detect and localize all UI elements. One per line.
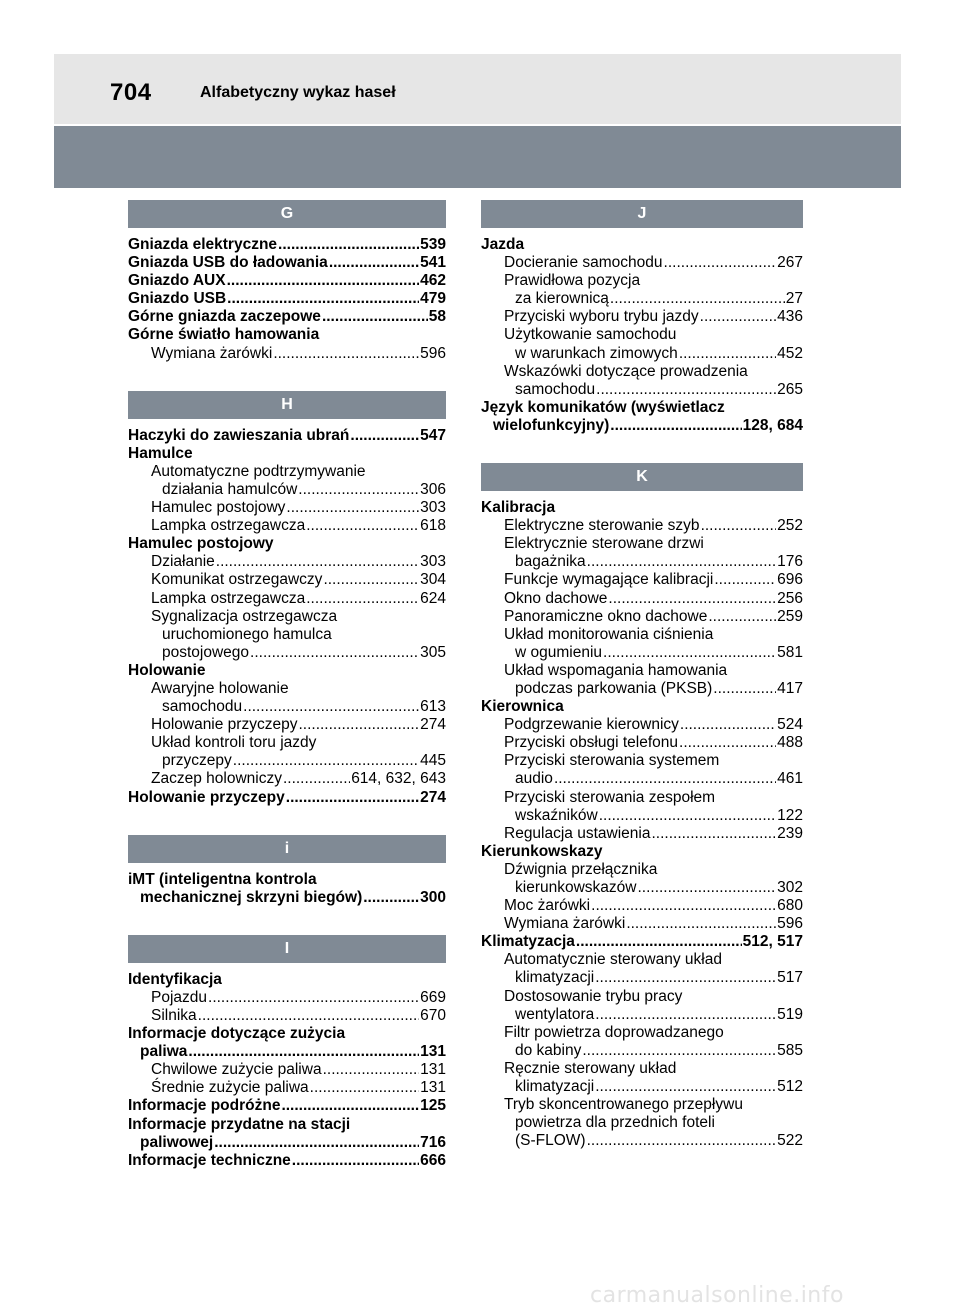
entry-text: Kierownica — [481, 698, 564, 716]
entry-text: Kierunkowskazy — [481, 842, 603, 860]
page-number: 704 — [110, 79, 152, 106]
entry-text: mechanicznej skrzyni biegów) — [140, 888, 363, 906]
entry-text: audio — [515, 770, 553, 788]
entry-text: iMT (inteligentna kontrola — [128, 870, 317, 888]
index-entry — [481, 417, 803, 435]
entry-page: 176 — [777, 553, 803, 571]
entry-page: 131 — [420, 1043, 446, 1061]
index-entry — [128, 290, 446, 308]
entry-text: Informacje przydatne na stacji — [128, 1115, 351, 1133]
dot-leader — [608, 590, 776, 608]
entry-text: Hamulce — [128, 444, 193, 462]
entry-text: Zaczep holowniczy — [151, 770, 282, 788]
entry-text: Docieranie samochodu — [504, 254, 663, 272]
entry-text: Silnika — [151, 1007, 197, 1024]
section-header: J — [481, 200, 803, 228]
entry-text: Informacje techniczne — [128, 1151, 291, 1169]
dot-leader — [603, 644, 776, 662]
entry-text: Układ monitorowania ciśnienia — [504, 625, 714, 643]
entry-text: powietrza dla przednich foteli — [515, 1114, 715, 1132]
entry-page: 680 — [777, 897, 803, 915]
index-entry — [481, 698, 803, 716]
index-entry — [128, 499, 446, 517]
index-entry — [481, 789, 803, 807]
watermark: carmanualsonline.info — [590, 1283, 844, 1308]
entry-page: 265 — [777, 380, 803, 398]
entry-text: Działanie — [151, 553, 215, 571]
entry-page: 596 — [777, 915, 803, 933]
index-entry — [128, 254, 446, 272]
dot-leader — [281, 1097, 419, 1115]
entry-text: Jazda — [481, 236, 525, 253]
entry-page: 716 — [420, 1133, 446, 1151]
dot-leader — [714, 571, 776, 589]
index-entry — [128, 481, 446, 499]
dot-leader — [610, 417, 741, 435]
entry-text: Dźwignia przełącznika — [504, 860, 658, 878]
index-entry — [481, 1060, 803, 1078]
header-band — [54, 126, 901, 188]
entry-text: klimatyzacji — [515, 1078, 595, 1096]
entry-text: Górne gniazda zaczepowe — [128, 308, 321, 326]
index-entry — [481, 933, 803, 951]
entry-page: 436 — [777, 308, 803, 326]
index-entry — [481, 236, 803, 254]
index-entry — [481, 535, 803, 553]
dot-leader — [273, 345, 419, 363]
entry-text: samochodu — [162, 698, 243, 716]
dot-leader — [700, 308, 776, 326]
entry-text: paliwowej — [140, 1133, 214, 1151]
dot-leader — [250, 644, 419, 662]
index-entry — [128, 517, 446, 535]
dot-leader — [216, 553, 419, 571]
dot-leader — [286, 499, 419, 517]
entry-text: samochodu — [515, 380, 596, 398]
index-entry — [128, 626, 446, 644]
entry-text: Lampka ostrzegawcza — [151, 589, 306, 607]
dot-leader — [322, 308, 428, 326]
entry-text: Regulacja ustawienia — [504, 824, 651, 842]
entry-page: 131 — [420, 1079, 446, 1097]
index-entry — [481, 626, 803, 644]
entry-text: Sygnalizacja ostrzegawcza — [151, 607, 338, 625]
entry-page: 479 — [420, 290, 446, 308]
dot-leader — [582, 1042, 776, 1060]
index-entry — [128, 1097, 446, 1115]
index-entry — [481, 254, 803, 272]
entry-text: Elektryczne sterowanie szyb — [504, 517, 700, 535]
dot-leader — [664, 254, 777, 272]
dot-leader — [679, 734, 776, 752]
dot-leader — [701, 517, 777, 535]
index-entry — [481, 499, 803, 517]
index-entry — [481, 988, 803, 1006]
index-entry — [481, 590, 803, 608]
entry-page: 512 — [777, 1078, 803, 1096]
entry-page: 539 — [420, 236, 446, 253]
index-entry — [481, 272, 803, 290]
entry-page: 256 — [777, 589, 803, 607]
index-entry — [128, 1079, 446, 1097]
index-entry — [481, 1078, 803, 1096]
entry-text: Przyciski obsługi telefonu — [504, 734, 679, 752]
dot-leader — [651, 825, 776, 843]
entry-page: 303 — [420, 553, 446, 571]
index-entry — [128, 752, 446, 770]
entry-text: Informacje dotyczące zużycia — [128, 1025, 346, 1043]
entry-text: Wymiana żarówki — [151, 344, 273, 362]
entry-text: Holowanie — [128, 661, 206, 679]
dot-leader — [595, 1006, 776, 1024]
dot-leader — [214, 1134, 419, 1152]
index-entry — [481, 1024, 803, 1042]
index-entry — [481, 363, 803, 381]
entry-text: wskaźników — [515, 806, 598, 824]
entry-page: 541 — [420, 254, 446, 272]
entry-page: 303 — [420, 499, 446, 517]
dot-leader — [637, 879, 776, 897]
index-entry — [128, 608, 446, 626]
index-entry — [128, 734, 446, 752]
index-entry — [128, 445, 446, 463]
index-entry — [481, 897, 803, 915]
entry-text: Ręcznie sterowany układ — [504, 1059, 677, 1077]
entry-text: Automatycznie sterowany układ — [504, 951, 722, 969]
header-bar — [54, 54, 901, 124]
index-entry — [128, 871, 446, 889]
index-entry — [481, 326, 803, 344]
dot-leader — [208, 989, 419, 1007]
dot-leader — [283, 770, 350, 788]
index-entry — [128, 1007, 446, 1025]
page-title: Alfabetyczny wykaz haseł — [200, 84, 396, 101]
entry-text: Holowanie przyczepy — [151, 716, 298, 734]
entry-text: Funkcje wymagające kalibracji — [504, 571, 714, 589]
dot-leader — [610, 290, 785, 308]
entry-page: 274 — [420, 788, 446, 806]
dot-leader — [713, 680, 776, 698]
index-entry — [128, 427, 446, 445]
entry-text: Haczyki do zawieszania ubrań — [128, 426, 350, 444]
index-column-right — [481, 200, 803, 1150]
dot-leader — [198, 1007, 419, 1025]
index-entry — [128, 345, 446, 363]
index-entry — [481, 553, 803, 571]
entry-page: 128, 684 — [742, 416, 803, 434]
index-entry — [128, 1152, 446, 1170]
index-entry — [128, 272, 446, 290]
index-entry — [128, 236, 446, 254]
index-entry — [481, 843, 803, 861]
entry-text: Tryb skoncentrowanego przepływu — [504, 1096, 743, 1114]
entry-text: Układ wspomagania hamowania — [504, 661, 728, 679]
dot-leader — [626, 915, 776, 933]
dot-leader — [306, 590, 419, 608]
index-entry — [481, 644, 803, 662]
dot-leader — [323, 1061, 420, 1079]
index-entry — [128, 644, 446, 662]
entry-text: Identyfikacja — [128, 970, 222, 988]
dot-leader — [278, 236, 419, 254]
index-entry — [481, 1114, 803, 1132]
dot-leader — [329, 254, 419, 272]
index-entry — [128, 590, 446, 608]
dot-leader — [310, 1079, 419, 1097]
index-column-left — [128, 200, 446, 1170]
index-entry — [128, 553, 446, 571]
index-entry — [128, 463, 446, 481]
index-entry — [128, 1134, 446, 1152]
index-entry — [481, 1042, 803, 1060]
index-entry — [481, 915, 803, 933]
entry-text: w warunkach zimowych — [515, 344, 678, 362]
entry-page: 274 — [420, 716, 446, 734]
entry-text: Przyciski sterowania zespołem — [504, 788, 716, 806]
entry-text: Hamulec postojowy — [128, 535, 274, 553]
index-entry — [481, 734, 803, 752]
entry-page: 125 — [420, 1097, 446, 1115]
section-header: K — [481, 463, 803, 491]
entry-text: Filtr powietrza doprowadzanego — [504, 1023, 724, 1041]
entry-text: Użytkowanie samochodu — [504, 326, 677, 344]
entry-page: 252 — [777, 517, 803, 535]
entry-text: Elektrycznie sterowane drzwi — [504, 535, 704, 553]
index-entry — [128, 1043, 446, 1061]
entry-page: 585 — [777, 1041, 803, 1059]
entry-text: Pojazdu — [151, 988, 208, 1006]
dot-leader — [576, 933, 742, 951]
entry-text: Przyciski wyboru trybu jazdy — [504, 308, 699, 326]
dot-leader — [599, 807, 776, 825]
index-entry — [481, 807, 803, 825]
dot-leader — [587, 553, 776, 571]
entry-text: Wymiana żarówki — [504, 915, 626, 933]
section-header: I — [128, 935, 446, 963]
entry-text: podczas parkowania (PKSB) — [515, 679, 713, 697]
entry-text: postojowego — [162, 643, 250, 661]
entry-text: Automatyczne podtrzymywanie — [151, 462, 366, 480]
entry-page: 512, 517 — [742, 933, 803, 951]
index-entry — [481, 825, 803, 843]
entry-text: Kalibracja — [481, 499, 556, 517]
entry-text: Gniazdo USB — [128, 290, 227, 308]
dot-leader — [227, 272, 420, 290]
dot-leader — [350, 427, 419, 445]
entry-page: 461 — [777, 770, 803, 788]
dot-leader — [591, 897, 776, 915]
index-entry — [481, 517, 803, 535]
entry-page: 519 — [777, 1005, 803, 1023]
index-entry — [128, 971, 446, 989]
index-entry — [481, 381, 803, 399]
dot-leader — [596, 381, 776, 399]
entry-text: Klimatyzacja — [481, 933, 575, 951]
entry-text: Awaryjne holowanie — [151, 679, 289, 697]
entry-page: 462 — [420, 272, 446, 290]
dot-leader — [286, 789, 419, 807]
entry-page: 517 — [777, 969, 803, 987]
entry-text: Gniazda elektryczne — [128, 236, 278, 253]
index-entry — [481, 951, 803, 969]
entry-page: 445 — [420, 752, 446, 770]
entry-text: Hamulec postojowy — [151, 499, 286, 517]
index-entry — [481, 608, 803, 626]
dot-leader — [595, 969, 776, 987]
entry-page: 452 — [777, 344, 803, 362]
entry-text: paliwa — [140, 1043, 188, 1061]
index-entry — [128, 308, 446, 326]
dot-leader — [298, 716, 419, 734]
entry-text: (S-FLOW) — [515, 1132, 586, 1150]
dot-leader — [233, 752, 419, 770]
entry-page: 259 — [777, 607, 803, 625]
entry-page: 488 — [777, 734, 803, 752]
section-header: G — [128, 200, 446, 228]
entry-page: 131 — [420, 1061, 446, 1079]
entry-page: 669 — [420, 988, 446, 1006]
entry-text: Prawidłowa pozycja — [504, 272, 641, 290]
entry-page: 122 — [777, 806, 803, 824]
index-entry — [481, 308, 803, 326]
index-entry — [481, 662, 803, 680]
entry-page: 614, 632, 643 — [351, 770, 446, 788]
entry-page: 305 — [420, 643, 446, 661]
entry-page: 58 — [428, 308, 446, 326]
dot-leader — [306, 517, 419, 535]
index-entry — [481, 752, 803, 770]
entry-page: 239 — [777, 824, 803, 842]
index-entry — [128, 662, 446, 680]
dot-leader — [243, 698, 419, 716]
entry-text: za kierownicą — [515, 290, 609, 308]
index-entry — [128, 680, 446, 698]
dot-leader — [587, 1132, 777, 1150]
entry-page: 624 — [420, 589, 446, 607]
dot-leader — [298, 481, 419, 499]
index-entry — [481, 571, 803, 589]
index-entry — [481, 969, 803, 987]
index-entry — [481, 1006, 803, 1024]
entry-text: przyczepy — [162, 752, 232, 770]
entry-text: Lampka ostrzegawcza — [151, 517, 306, 535]
entry-page: 522 — [777, 1132, 803, 1150]
index-entry — [481, 1132, 803, 1150]
entry-page: 696 — [777, 571, 803, 589]
index-entry — [128, 770, 446, 788]
entry-page: 613 — [420, 698, 446, 716]
entry-text: Język komunikatów (wyświetlacz — [481, 398, 725, 416]
index-entry — [481, 399, 803, 417]
dot-leader — [554, 770, 776, 788]
entry-page: 618 — [420, 517, 446, 535]
entry-text: Podgrzewanie kierownicy — [504, 716, 679, 734]
entry-page: 302 — [777, 879, 803, 896]
index-entry — [128, 326, 446, 344]
index-entry — [128, 1025, 446, 1043]
entry-text: Przyciski sterowania systemem — [504, 752, 720, 770]
entry-page: 547 — [420, 426, 446, 444]
entry-text: Układ kontroli toru jazdy — [151, 734, 317, 752]
index-entry — [128, 716, 446, 734]
entry-text: klimatyzacji — [515, 969, 595, 987]
index-entry — [128, 535, 446, 553]
entry-page: 417 — [777, 679, 803, 697]
index-entry — [128, 889, 446, 907]
dot-leader — [227, 290, 419, 308]
entry-text: Dostosowanie trybu pracy — [504, 987, 683, 1005]
entry-page: 300 — [420, 888, 446, 906]
entry-page: 596 — [420, 344, 446, 362]
entry-text: działania hamulców — [162, 480, 298, 498]
section-header: i — [128, 835, 446, 863]
entry-page: 304 — [420, 571, 446, 589]
entry-text: Panoramiczne okno dachowe — [504, 607, 708, 625]
dot-leader — [708, 608, 776, 626]
index-entry — [128, 698, 446, 716]
entry-text: Holowanie przyczepy — [128, 788, 285, 806]
entry-text: Gniazdo AUX — [128, 272, 226, 290]
entry-text: Średnie zużycie paliwa — [151, 1079, 309, 1097]
entry-page: 666 — [420, 1151, 446, 1169]
entry-text: Komunikat ostrzegawczy — [151, 571, 323, 589]
index-entry — [481, 680, 803, 698]
entry-text: Moc żarówki — [504, 897, 591, 915]
dot-leader — [363, 889, 419, 907]
dot-leader — [680, 716, 776, 734]
entry-text: wentylatora — [515, 1005, 595, 1023]
entry-text: Górne światło hamowania — [128, 326, 320, 344]
index-entry — [128, 789, 446, 807]
entry-text: do kabiny — [515, 1041, 582, 1059]
entry-text: wielofunkcyjny) — [493, 416, 610, 434]
index-entry — [481, 1096, 803, 1114]
entry-text: Wskazówki dotyczące prowadzenia — [504, 362, 748, 380]
entry-page: 581 — [777, 643, 803, 661]
entry-text: Informacje podróżne — [128, 1097, 281, 1115]
dot-leader — [188, 1043, 419, 1061]
entry-page: 670 — [420, 1007, 446, 1024]
index-entry — [481, 770, 803, 788]
dot-leader — [292, 1152, 419, 1170]
index-entry — [128, 1116, 446, 1134]
entry-text: bagażnika — [515, 553, 586, 571]
dot-leader — [323, 571, 419, 589]
entry-page: 306 — [420, 480, 446, 498]
entry-text: Gniazda USB do ładowania — [128, 254, 328, 272]
index-entry — [128, 989, 446, 1007]
index-entry — [481, 861, 803, 879]
index-entry — [481, 345, 803, 363]
entry-text: Chwilowe zużycie paliwa — [151, 1061, 322, 1079]
dot-leader — [679, 345, 776, 363]
entry-text: Okno dachowe — [504, 589, 608, 607]
index-entry — [128, 571, 446, 589]
entry-page: 267 — [777, 254, 803, 272]
entry-text: w ogumieniu — [515, 643, 603, 661]
entry-page: 27 — [785, 290, 803, 308]
dot-leader — [595, 1078, 776, 1096]
index-entry — [128, 1061, 446, 1079]
index-entry — [481, 290, 803, 308]
entry-page: 524 — [777, 716, 803, 734]
index-entry — [481, 716, 803, 734]
entry-text: kierunkowskazów — [515, 879, 637, 896]
entry-text: uruchomionego hamulca — [162, 625, 332, 643]
section-header: H — [128, 391, 446, 419]
index-entry — [481, 879, 803, 897]
